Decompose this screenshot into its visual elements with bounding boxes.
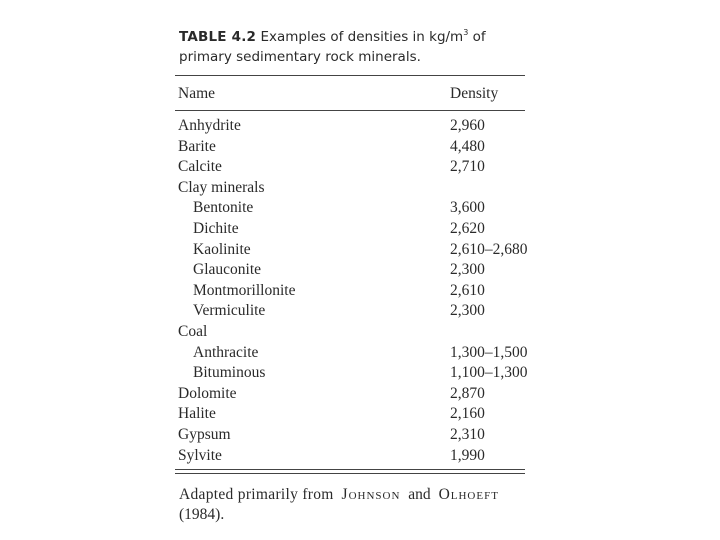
mineral-density: 3,600 bbox=[450, 199, 485, 217]
table-row bbox=[0, 178, 720, 199]
table-body bbox=[0, 116, 720, 466]
mineral-density: 2,960 bbox=[450, 117, 485, 134]
caption-text-before-unit: Examples of densities in kg/m bbox=[260, 29, 464, 45]
table-header-rule bbox=[175, 110, 525, 111]
mineral-density: 4,480 bbox=[450, 137, 485, 155]
footnote-conjunction: and bbox=[408, 486, 431, 503]
caption-text-after-unit: of primary sedimentary rock minerals. bbox=[179, 29, 486, 65]
mineral-name: Bentonite bbox=[193, 199, 254, 217]
footnote-year: (1984). bbox=[179, 506, 225, 523]
column-header-density: Density bbox=[450, 85, 499, 102]
mineral-name: Glauconite bbox=[193, 261, 262, 279]
mineral-density: 2,710 bbox=[450, 158, 485, 176]
mineral-name: Kaolinite bbox=[193, 240, 251, 258]
caption-unit-exponent: 3 bbox=[463, 28, 469, 37]
mineral-name: Barite bbox=[178, 137, 216, 155]
footnote-prefix: Adapted primarily from bbox=[179, 486, 334, 503]
mineral-name: Anhydrite bbox=[178, 117, 241, 134]
table-row bbox=[0, 116, 720, 137]
column-header-name: Name bbox=[178, 85, 216, 102]
mineral-name: Clay minerals bbox=[178, 178, 265, 196]
table-row bbox=[0, 260, 720, 281]
mineral-density: 2,610–2,680 bbox=[450, 240, 528, 258]
mineral-density: 2,310 bbox=[450, 425, 485, 443]
mineral-density: 2,620 bbox=[450, 219, 485, 237]
table-top-rule bbox=[175, 75, 525, 76]
table-row bbox=[0, 198, 720, 219]
table-bottom-rule-1 bbox=[175, 469, 525, 470]
mineral-density: 2,160 bbox=[450, 405, 485, 423]
mineral-name: Montmorillonite bbox=[193, 281, 296, 299]
table-row bbox=[0, 137, 720, 158]
table-row bbox=[0, 301, 720, 322]
table-caption bbox=[179, 27, 519, 67]
table-row bbox=[0, 404, 720, 425]
mineral-density: 2,870 bbox=[450, 384, 485, 402]
mineral-name: Vermiculite bbox=[193, 302, 266, 320]
table-bottom-rule-2 bbox=[175, 473, 525, 474]
table-row bbox=[0, 219, 720, 240]
mineral-name: Calcite bbox=[178, 158, 222, 176]
mineral-name: Anthracite bbox=[193, 343, 259, 361]
table-row bbox=[0, 363, 720, 384]
mineral-density: 2,610 bbox=[450, 281, 485, 299]
table-row bbox=[0, 240, 720, 261]
mineral-name: Gypsum bbox=[178, 425, 231, 443]
mineral-density: 1,100–1,300 bbox=[450, 364, 528, 382]
table-row bbox=[0, 343, 720, 364]
mineral-density: 1,300–1,500 bbox=[450, 343, 528, 361]
mineral-name: Bituminous bbox=[193, 364, 266, 382]
mineral-density: 1,990 bbox=[450, 446, 485, 464]
table-row bbox=[0, 425, 720, 446]
mineral-name: Halite bbox=[178, 405, 216, 423]
mineral-name: Coal bbox=[178, 322, 208, 340]
table-row bbox=[0, 322, 720, 343]
mineral-name: Dolomite bbox=[178, 384, 237, 402]
table-row bbox=[0, 281, 720, 302]
table-footnote bbox=[179, 485, 539, 525]
mineral-density: 2,300 bbox=[450, 261, 485, 279]
table-label: TABLE 4.2 bbox=[179, 29, 257, 45]
mineral-density: 2,300 bbox=[450, 302, 485, 320]
mineral-name: Dichite bbox=[193, 219, 239, 237]
table-row bbox=[0, 384, 720, 405]
table-row bbox=[0, 157, 720, 178]
table-row bbox=[0, 446, 720, 467]
footnote-author-2: Olhoeft bbox=[438, 486, 499, 503]
mineral-name: Sylvite bbox=[178, 446, 222, 464]
footnote-author-1: Johnson bbox=[341, 486, 401, 503]
